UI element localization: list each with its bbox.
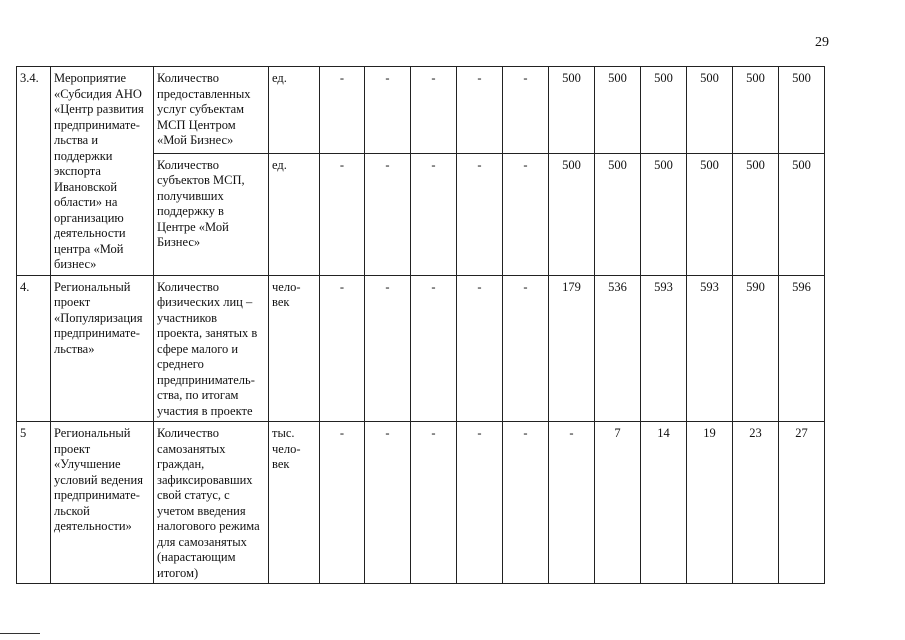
value-cell: 500	[549, 153, 595, 275]
row-number: 5	[17, 422, 51, 584]
value-cell: 179	[549, 275, 595, 422]
value-cell: -	[549, 422, 595, 584]
value-cell: 500	[733, 153, 779, 275]
indicators-table	[16, 66, 825, 584]
value-cell: -	[320, 153, 365, 275]
value-cell: 596	[779, 275, 825, 422]
value-cell: -	[365, 275, 411, 422]
value-cell: -	[503, 153, 549, 275]
value-cell: 500	[595, 67, 641, 154]
value-cell: 500	[687, 153, 733, 275]
value-cell: -	[457, 275, 503, 422]
value-cell: 23	[733, 422, 779, 584]
event-name: Региональный проект «Популяризация предпринимате-льства»	[51, 275, 154, 422]
value-cell: 500	[641, 153, 687, 275]
unit-cell: ед.	[269, 153, 320, 275]
unit-cell: ед.	[269, 67, 320, 154]
value-cell: -	[457, 67, 503, 154]
table-row	[17, 422, 825, 584]
value-cell: 500	[595, 153, 641, 275]
value-cell: 14	[641, 422, 687, 584]
value-cell: 500	[549, 67, 595, 154]
indicator-name: Количество физических лиц – участников проекта, занятых в сфере малого и среднего предприниматель-ства, по итогам участия в проекте	[154, 275, 269, 422]
value-cell: -	[411, 153, 457, 275]
indicator-name: Количество самозанятых граждан, зафиксировавших свой статус, с учетом введения налогового режима для самозанятых (нарастающим итогом)	[154, 422, 269, 584]
unit-cell: чело-век	[269, 275, 320, 422]
value-cell: 593	[687, 275, 733, 422]
value-cell: 27	[779, 422, 825, 584]
value-cell: -	[320, 67, 365, 154]
table-row	[17, 275, 825, 422]
page-number: 29	[815, 35, 829, 50]
value-cell: -	[320, 422, 365, 584]
value-cell: -	[457, 153, 503, 275]
value-cell: -	[320, 275, 365, 422]
value-cell: 536	[595, 275, 641, 422]
footnote-divider	[0, 633, 40, 634]
value-cell: 7	[595, 422, 641, 584]
value-cell: 500	[779, 67, 825, 154]
unit-cell: тыс. чело-век	[269, 422, 320, 584]
indicator-name: Количество субъектов МСП, получивших поддержку в Центре «Мой Бизнес»	[154, 153, 269, 275]
value-cell: -	[365, 422, 411, 584]
table-row	[17, 67, 825, 154]
value-cell: 593	[641, 275, 687, 422]
event-name: Мероприятие «Субсидия АНО «Центр развития предпринимате-льства и поддержки экспорта Ивановской области» на организацию деятельности центра «Мой бизнес»	[51, 67, 154, 276]
value-cell: 590	[733, 275, 779, 422]
value-cell: -	[411, 422, 457, 584]
value-cell: 500	[687, 67, 733, 154]
value-cell: -	[503, 275, 549, 422]
row-number: 4.	[17, 275, 51, 422]
value-cell: -	[503, 67, 549, 154]
value-cell: 19	[687, 422, 733, 584]
value-cell: -	[457, 422, 503, 584]
indicator-name: Количество предоставленных услуг субъектам МСП Центром «Мой Бизнес»	[154, 67, 269, 154]
value-cell: 500	[733, 67, 779, 154]
value-cell: -	[411, 67, 457, 154]
value-cell: -	[365, 67, 411, 154]
value-cell: -	[503, 422, 549, 584]
value-cell: -	[411, 275, 457, 422]
value-cell: -	[365, 153, 411, 275]
value-cell: 500	[779, 153, 825, 275]
row-number: 3.4.	[17, 67, 51, 276]
event-name: Региональный проект «Улучшение условий ведения предпринимате-льской деятельности»	[51, 422, 154, 584]
value-cell: 500	[641, 67, 687, 154]
